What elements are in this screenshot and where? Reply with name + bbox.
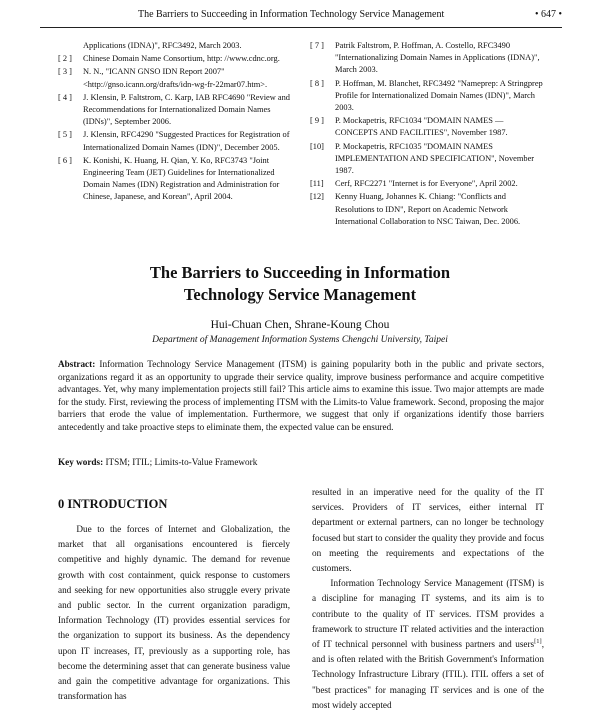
paper-title-line-1: The Barriers to Succeeding in Information [149, 263, 451, 282]
body-right-column [312, 485, 544, 713]
abstract-text: Information Technology Service Management (ITSM) is gaining popularity both in the public and private sectors, organizations regard it as an opportunity to upgrade their service quality, improve business performance and acquire competitive advantages. Yet, why many implementation projects still fail? This article aims to examine this issue. Two major attempts are made for the study. First, reviewing the process of implementing ITSM with the Limits-to Value framework. Second, proposing the major barriers that erode the value of implementation. Furthermore, we suggest that only if organizations identify those barriers antecedently and take proactive steps to eliminate them, the expected value can be ensured. [58, 359, 544, 432]
section-heading-introduction: 0 INTRODUCTION [58, 497, 168, 511]
references-left-column [58, 40, 290, 205]
body-paragraph: resulted in an imperative need for the quality of the IT services. Providers of IT services, either internal IT department or external partners, can no longer be technology focused but start to consider the quality they provide and focus on meeting the requirements and expectations of the customers. [312, 487, 544, 574]
body-left-column [58, 522, 290, 704]
reference-item: [ 6 ] K. Konishi, K. Huang, H. Qian, Y. Ko, RFC3743 "Joint Engineering Team (JET) Guidelines for Internationalized Domain Names (IDN) Registration and Administration for Chinese, Japanese, and Korean", April 2004. [58, 155, 280, 202]
reference-item: [ 4 ] J. Klensin, P. Faltstrom, C. Karp, IAB RFC4690 "Review and Recommendations for Internationalized Domain Names (IDNs)", September 2006. [58, 92, 290, 127]
paper-title-line-2: Technology Service Management [183, 285, 417, 304]
paper-title [60, 262, 540, 306]
body-paragraph: Information Technology Service Management (ITSM) is a discipline for managing IT systems, and its aim is to contribute to the quality of IT services. ITSM provides a framework to structure IT related activities and the interaction of IT technical personnel with business partners and users[1], and is often related with the British Government's Information Technology Infrastructure Library (ITIL). ITIL offers a set of "best practices" for managing IT services and is one of the most widely accepted [312, 578, 544, 710]
page-number: • 647 • [534, 9, 562, 20]
paper-authors: Hui-Chuan Chen, Shrane-Koung Chou [210, 319, 390, 331]
abstract [58, 358, 544, 434]
running-title: The Barriers to Succeeding in Information Technology Service Management [138, 9, 445, 20]
header-rule [40, 27, 562, 28]
abstract-label: Abstract: [58, 359, 96, 369]
reference-item: Applications (IDNA)", RFC3492, March 2003. [83, 41, 242, 50]
citation-marker: [1] [534, 637, 542, 645]
running-header [40, 8, 562, 22]
body-paragraph: Due to the forces of Internet and Globalization, the market that all organisations encountered is fiercely competitive and highly dynamic. The demand for revenue growth with cost containment, quick response to customers and seeking for new opportunities also struggle every private and public sector. In the current organization paradigm, Information Technology (IT) provides essential services for the organization to support its business. As the dependency upon IT increases, IT, previously as a supporting role, has become the determining asset that can generate business value and gain the competitive advantage for organizations. This transformation has [58, 524, 290, 702]
references-right-column [310, 40, 544, 229]
reference-item: [10] P. Mockapetris, RFC1035 "DOMAIN NAMES IMPLEMENTATION AND SPECIFICATION", November 1987. [310, 141, 535, 176]
author-affiliation: Department of Management Information Systems Chengchi University, Taipei [152, 335, 448, 345]
reference-item: [ 3 ] N. N., "ICANN GNSO IDN Report 2007" <http://gnso.icann.org/drafts/idn-wg-fr-22mar07.htm>. [58, 67, 268, 89]
reference-item: [ 7 ] Patrik Faltstrom, P. Hoffman, A. Costello, RFC3490 "Internationalizing Domain Names in Applications (IDNA)", March 2003. [310, 41, 540, 75]
keywords-text: ITSM; ITIL; Limits-to-Value Framework [103, 457, 258, 467]
reference-item: [ 8 ] P. Hoffman, M. Blanchet, RFC3492 "Nameprep: A Stringprep Profile for Internationalized Domain Names (IDN)", March 2003. [310, 78, 543, 113]
keywords [58, 456, 544, 469]
reference-item: [ 5 ] J. Klensin, RFC4290 "Suggested Practices for Registration of Internationalized Domain Names (IDN)", December 2005. [58, 130, 290, 152]
reference-item: [12] Kenny Huang, Johannes K. Chiang: "Conflicts and Resolutions to IDN", Report on Academic Network International Collaboration to NSC Taiwan, Dec. 2006. [310, 192, 521, 226]
reference-item: [11] Cerf, RFC2271 "Internet is for Everyone", April 2002. [310, 179, 518, 189]
reference-item: [ 9 ] P. Mockapetris, RFC1034 "DOMAIN NAMES — CONCEPTS AND FACILITIES", November 1987. [310, 116, 508, 138]
keywords-label: Key words: [58, 457, 104, 467]
reference-item: [ 2 ] Chinese Domain Name Consortium, http: //www.cdnc.org. [58, 54, 280, 64]
